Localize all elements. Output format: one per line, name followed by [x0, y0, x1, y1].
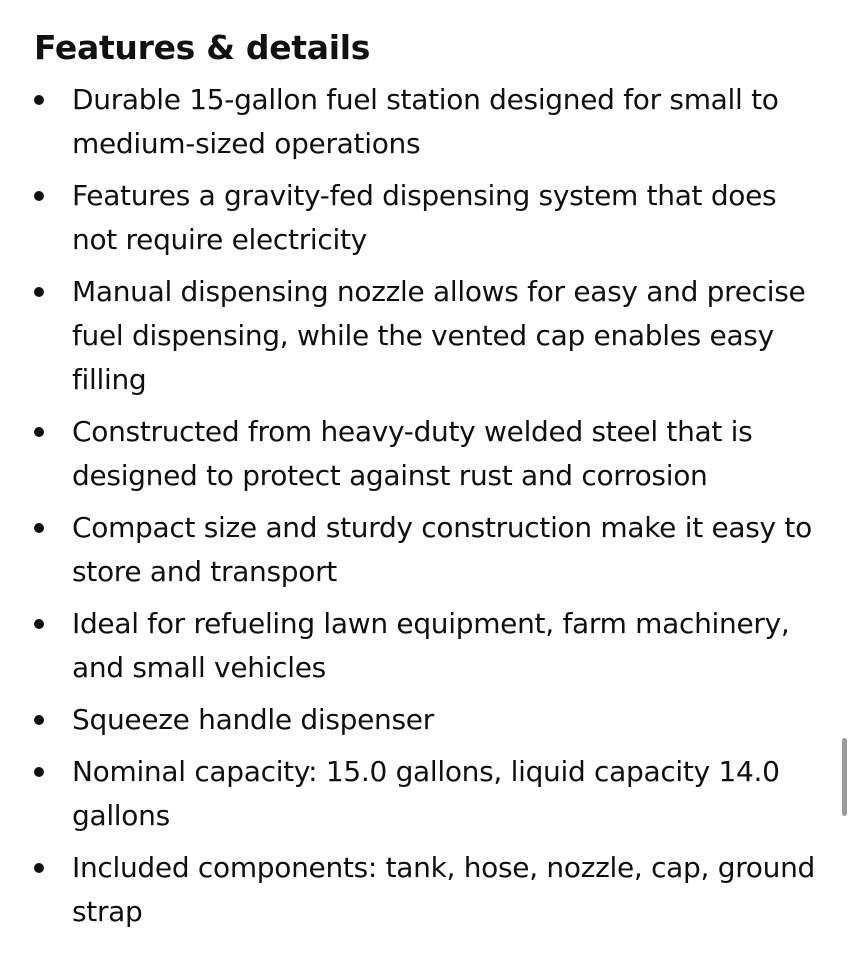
- feature-text: Durable 15-gallon fuel station designed for small to medium-sized operations: [72, 83, 779, 160]
- features-details-section: [34, 22, 824, 942]
- feature-text: Squeeze handle dispenser: [72, 703, 434, 736]
- feature-item: [34, 270, 824, 402]
- scrollbar-thumb[interactable]: [842, 738, 847, 816]
- bullet-dot-icon: [34, 95, 44, 105]
- feature-item: [34, 410, 824, 498]
- section-title: Features & details: [34, 28, 371, 67]
- bullet-dot-icon: [34, 619, 44, 629]
- feature-item: [34, 174, 824, 262]
- bullet-dot-icon: [34, 427, 44, 437]
- feature-text: Constructed from heavy-duty welded steel that is designed to protect against rust and corrosion: [72, 415, 753, 492]
- feature-text: Manual dispensing nozzle allows for easy and precise fuel dispensing, while the vented cap enables easy filling: [72, 275, 806, 396]
- feature-item: [34, 506, 824, 594]
- feature-text: Included components: tank, hose, nozzle, cap, ground strap: [72, 851, 815, 928]
- bullet-dot-icon: [34, 287, 44, 297]
- feature-text: Features a gravity-fed dispensing system that does not require electricity: [72, 179, 777, 256]
- feature-item: [34, 78, 824, 166]
- bullet-dot-icon: [34, 767, 44, 777]
- feature-text: Compact size and sturdy construction make it easy to store and transport: [72, 511, 812, 588]
- feature-text: Ideal for refueling lawn equipment, farm machinery, and small vehicles: [72, 607, 790, 684]
- feature-item: [34, 698, 824, 742]
- feature-item: [34, 846, 824, 934]
- feature-list: [34, 78, 824, 934]
- bullet-dot-icon: [34, 715, 44, 725]
- bullet-dot-icon: [34, 523, 44, 533]
- feature-item: [34, 750, 824, 838]
- feature-item: [34, 602, 824, 690]
- feature-text: Nominal capacity: 15.0 gallons, liquid capacity 14.0 gallons: [72, 755, 780, 832]
- bullet-dot-icon: [34, 191, 44, 201]
- bullet-dot-icon: [34, 863, 44, 873]
